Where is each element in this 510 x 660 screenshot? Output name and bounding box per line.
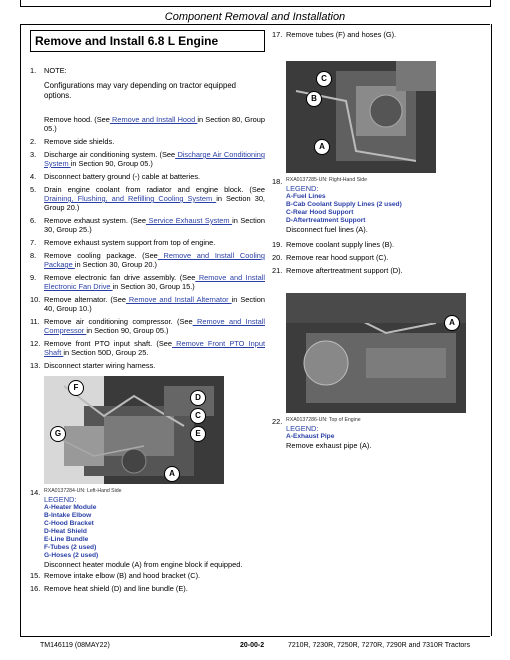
callout-e: E <box>190 426 206 442</box>
step-20: 20. Remove rear hood support (C). <box>272 253 389 262</box>
figure-code: RXA0137286-UN: Top of Engine <box>286 417 361 423</box>
legend-item: A-Exhaust Pipe <box>286 433 335 440</box>
callout-d: D <box>190 390 206 406</box>
step-10: 10. Remove alternator. (See Remove and Install Alternator in Section 40, Group 10.) <box>30 295 266 313</box>
legend-item: E-Line Bundle <box>44 536 89 543</box>
step-17: 17. Remove tubes (F) and hoses (G). <box>272 30 397 39</box>
step-7: 7. Remove exhaust system support from top of engine. <box>30 238 216 247</box>
link-exhaust-system[interactable]: Service Exhaust System <box>146 216 233 225</box>
step-19: 19. Remove coolant supply lines (B). <box>272 240 395 249</box>
step-5: 5. Drain engine coolant from radiator and engine block. (See Draining, Flushing, and Refilling Cooling System in Section 30, Group 20.) <box>30 185 265 212</box>
callout-a: A <box>164 466 180 482</box>
callout-c: C <box>316 71 332 87</box>
header-rule-top <box>20 6 490 7</box>
figure-code: RXA0137285-UN: Right-Hand Side <box>286 177 368 183</box>
callout-a: A <box>444 315 460 331</box>
figure-top-of-engine <box>286 293 466 413</box>
footer-page-number: 20-00-2 <box>240 642 265 649</box>
link-pto-shaft[interactable]: Remove Front PTO Input Shaft <box>44 339 265 357</box>
step-4: 4. Disconnect battery ground (-) cable at batteries. <box>30 172 201 181</box>
legend-title: LEGEND: <box>286 424 319 433</box>
legend-title: LEGEND: <box>44 495 77 504</box>
step-8: 8. Remove cooling package. (See Remove and Install Cooling Package in Section 30, Group 20.) <box>30 251 265 269</box>
step-3: 3. Discharge air conditioning system. (See Discharge Air Conditioning System in Section 90, Group 05.) <box>30 150 265 168</box>
link-alternator[interactable]: Remove and Install Alternator <box>125 295 232 304</box>
engine-right-illustration <box>286 61 436 173</box>
legend-title: LEGEND: <box>286 184 319 193</box>
left-column <box>30 30 265 597</box>
step-1-hood: Remove hood. (See Remove and Install Hood in Section 80, Group 05.) <box>44 115 265 133</box>
legend-item: A-Heater Module <box>44 504 97 511</box>
figure-code: RXA0137284-UN: Left-Hand Side <box>44 488 122 494</box>
callout-b: B <box>306 91 322 107</box>
step-1-note: 1. NOTE: <box>30 66 67 75</box>
legend-item: F-Tubes (2 used) <box>44 544 97 551</box>
step-14: 14. RXA0137284-UN: Left-Hand Side LEGEND: A-Heater Module B-Intake Elbow C-Hood Bracket D-Heat Shield E-Line Bundle F-Tubes (2 used) G-Hoses (2 used) Disconnect heater module (A) from engine block if equipped. <box>30 488 265 569</box>
page-header-title: Component Removal and Installation <box>164 11 346 23</box>
step-21: 21. Remove aftertreatment support (D). <box>272 266 403 275</box>
link-discharge-ac[interactable]: Discharge Air Conditioning System <box>44 150 265 168</box>
link-fan-drive[interactable]: Remove and Install Electronic Fan Drive <box>44 273 265 291</box>
callout-a: A <box>314 139 330 155</box>
footer-rule <box>20 636 490 637</box>
link-cooling-system[interactable]: Draining, Flushing, and Refilling Cooling System <box>44 194 217 203</box>
legend-item: D-Heat Shield <box>44 528 87 535</box>
callout-g: G <box>50 426 66 442</box>
step-14-text: Disconnect heater module (A) from engine block if equipped. <box>44 560 243 569</box>
legend-item: B-Cab Coolant Supply Lines (2 used) <box>286 201 402 208</box>
callout-f: F <box>68 380 84 396</box>
legend-item: D-Aftertreatment Support <box>286 217 366 224</box>
link-hood[interactable]: Remove and Install Hood <box>109 115 198 124</box>
header-tick-right <box>490 0 491 7</box>
engine-top-illustration <box>286 293 466 413</box>
legend-item: C-Rear Hood Support <box>286 209 354 216</box>
step-18-text: Disconnect fuel lines (A). <box>286 225 368 234</box>
right-column <box>272 30 482 454</box>
footer-left: TM146119 (08MAY22) <box>40 642 110 649</box>
figure-right-hand-side <box>286 61 436 173</box>
step-9: 9. Remove electronic fan drive assembly. (See Remove and Install Electronic Fan Drive in Section 30, Group 15.) <box>30 273 265 291</box>
legend-item: A-Fuel Lines <box>286 193 326 200</box>
note-text: Configurations may vary depending on tractor equipped options. <box>44 81 237 100</box>
header-tick-left <box>20 0 21 7</box>
step-11: 11. Remove air conditioning compressor. (See Remove and Install Compressor in Section 90, Group 05.) <box>30 317 265 335</box>
step-13: 13. Disconnect starter wiring harness. <box>30 361 156 370</box>
step-2: 2. Remove side shields. <box>30 137 115 146</box>
legend-item: C-Hood Bracket <box>44 520 94 527</box>
step-22-text: Remove exhaust pipe (A). <box>286 441 372 450</box>
step-15: 15. Remove intake elbow (B) and hood bracket (C). <box>30 571 201 580</box>
callout-c: C <box>190 408 206 424</box>
step-22: 22. RXA0137286-UN: Top of Engine LEGEND: A-Exhaust Pipe Remove exhaust pipe (A). <box>272 417 482 450</box>
footer-right: 7210R, 7230R, 7250R, 7270R, 7290R and 7310R Tractors <box>288 642 471 649</box>
step-16: 16. Remove heat shield (D) and line bundle (E). <box>30 584 188 593</box>
link-cooling-package[interactable]: Remove and Install Cooling Package <box>44 251 265 269</box>
section-title: Remove and Install 6.8 L Engine <box>30 30 265 52</box>
step-18: 18. RXA0137285-UN: Right-Hand Side LEGEND: A-Fuel Lines B-Cab Coolant Supply Lines (2 used) C-Rear Hood Support D-Aftertreatment Support Disconnect fuel lines (A). <box>272 177 482 234</box>
step-6: 6. Remove exhaust system. (See Service Exhaust System in Section 30, Group 25.) <box>30 216 265 234</box>
step-12: 12. Remove front PTO input shaft. (See Remove Front PTO Input Shaft in Section 50D, Group 25. <box>30 339 265 357</box>
link-compressor[interactable]: Remove and Install Compressor <box>44 317 265 335</box>
legend-item: B-Intake Elbow <box>44 512 92 519</box>
legend-item: G-Hoses (2 used) <box>44 552 99 559</box>
figure-left-hand-side <box>44 376 224 484</box>
